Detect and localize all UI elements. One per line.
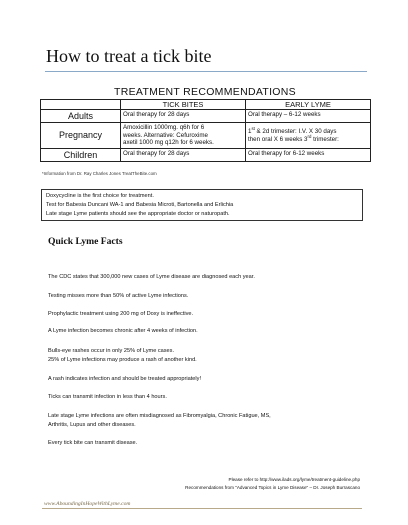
page-title: How to treat a tick bite	[46, 46, 212, 66]
adults-tick-bites-cell: Oral therapy for 28 days	[121, 110, 246, 123]
table-row	[41, 148, 371, 161]
row-label-adults: Adults	[41, 110, 121, 123]
table-row	[41, 123, 371, 149]
fact-item: Every tick bite can transmit disease.	[48, 440, 138, 446]
treatment-table	[40, 99, 371, 162]
treatment-notes-box	[41, 189, 363, 221]
fact-item: A rash indicates infection and should be treated appropriately!	[48, 376, 201, 382]
quick-facts-title: Quick Lyme Facts	[48, 236, 123, 247]
table-footnote: *Information from Dr. Ray Charles Jones TreatTheBite.com	[42, 171, 157, 176]
fact-item: Arthritis, Lupus and other diseases.	[48, 422, 136, 428]
table-row	[41, 110, 371, 123]
children-early-lyme-cell: Oral therapy for 6-12 weeks	[246, 148, 371, 161]
pregnancy-tick-line: axetil 1000 mg q12h for 6 weeks.	[123, 139, 214, 147]
fact-item: Ticks can transmit infection in less than 4 hours.	[48, 394, 167, 400]
note-line: Test for Babesia Duncani WA-1 and Babesia Microti, Bartonella and Erlichia	[46, 202, 234, 208]
pregnancy-lyme-line-1: 1st & 2d trimester: I.V. X 30 days	[248, 125, 337, 135]
website-footer: www.AboundingInHopeWithLyme.com	[44, 501, 131, 507]
treatment-heading: TREATMENT RECOMMENDATIONS	[114, 86, 296, 98]
header-early-lyme: EARLY LYME	[246, 100, 371, 110]
note-line: Late stage Lyme patients should see the appropriate doctor or naturopath.	[46, 211, 230, 217]
header-tick-bites: TICK BITES	[121, 100, 246, 110]
pregnancy-tick-line: weeks. Alternative: Cefuroxime	[123, 131, 208, 139]
fact-item: Testing misses more than 50% of active Lyme infections.	[48, 293, 189, 299]
adults-early-lyme-cell: Oral therapy – 6-12 weeks	[246, 110, 371, 123]
fact-item: A Lyme infection becomes chronic after 4 weeks of infection.	[48, 328, 198, 334]
table-header-row	[41, 100, 371, 110]
fact-item: Bulls-eye rashes occur in only 25% of Lyme cases.	[48, 348, 175, 354]
note-line: Doxycycline is the first choice for treatment.	[46, 193, 154, 199]
fact-item: Prophylactic treatment using 200 mg of Doxy is ineffective.	[48, 311, 194, 317]
fact-item: 25% of Lyme infections may produce a rash of another kind.	[48, 357, 197, 363]
pregnancy-tick-bites-cell	[121, 123, 246, 149]
footer-divider	[42, 508, 362, 509]
fact-item: The CDC states that 300,000 new cases of Lyme disease are diagnosed each year.	[48, 274, 255, 280]
pregnancy-lyme-line-2: then oral X 6 weeks 3rd trimester:	[248, 133, 339, 143]
header-empty-cell	[41, 100, 121, 110]
children-tick-bites-cell: Oral therapy for 28 days	[121, 148, 246, 161]
pregnancy-tick-line: Amoxicillin 1000mg. q6h for 6	[123, 124, 205, 131]
fact-item: Late stage Lyme infections are often misdiagnosed as Fibromyalgia, Chronic Fatigue, MS,	[48, 413, 271, 419]
row-label-pregnancy: Pregnancy	[41, 123, 121, 149]
reference-link-line: Please refer to http://www.ilads.org/lyme/treatment-guideline.php	[228, 477, 360, 482]
row-label-children: Children	[41, 148, 121, 161]
pregnancy-early-lyme-cell	[246, 123, 371, 149]
title-divider	[45, 71, 367, 72]
reference-credit-line: Recommendations from "Advanced Topics in Lyme Disease" – Dr. Joseph Burrascano	[185, 485, 360, 490]
